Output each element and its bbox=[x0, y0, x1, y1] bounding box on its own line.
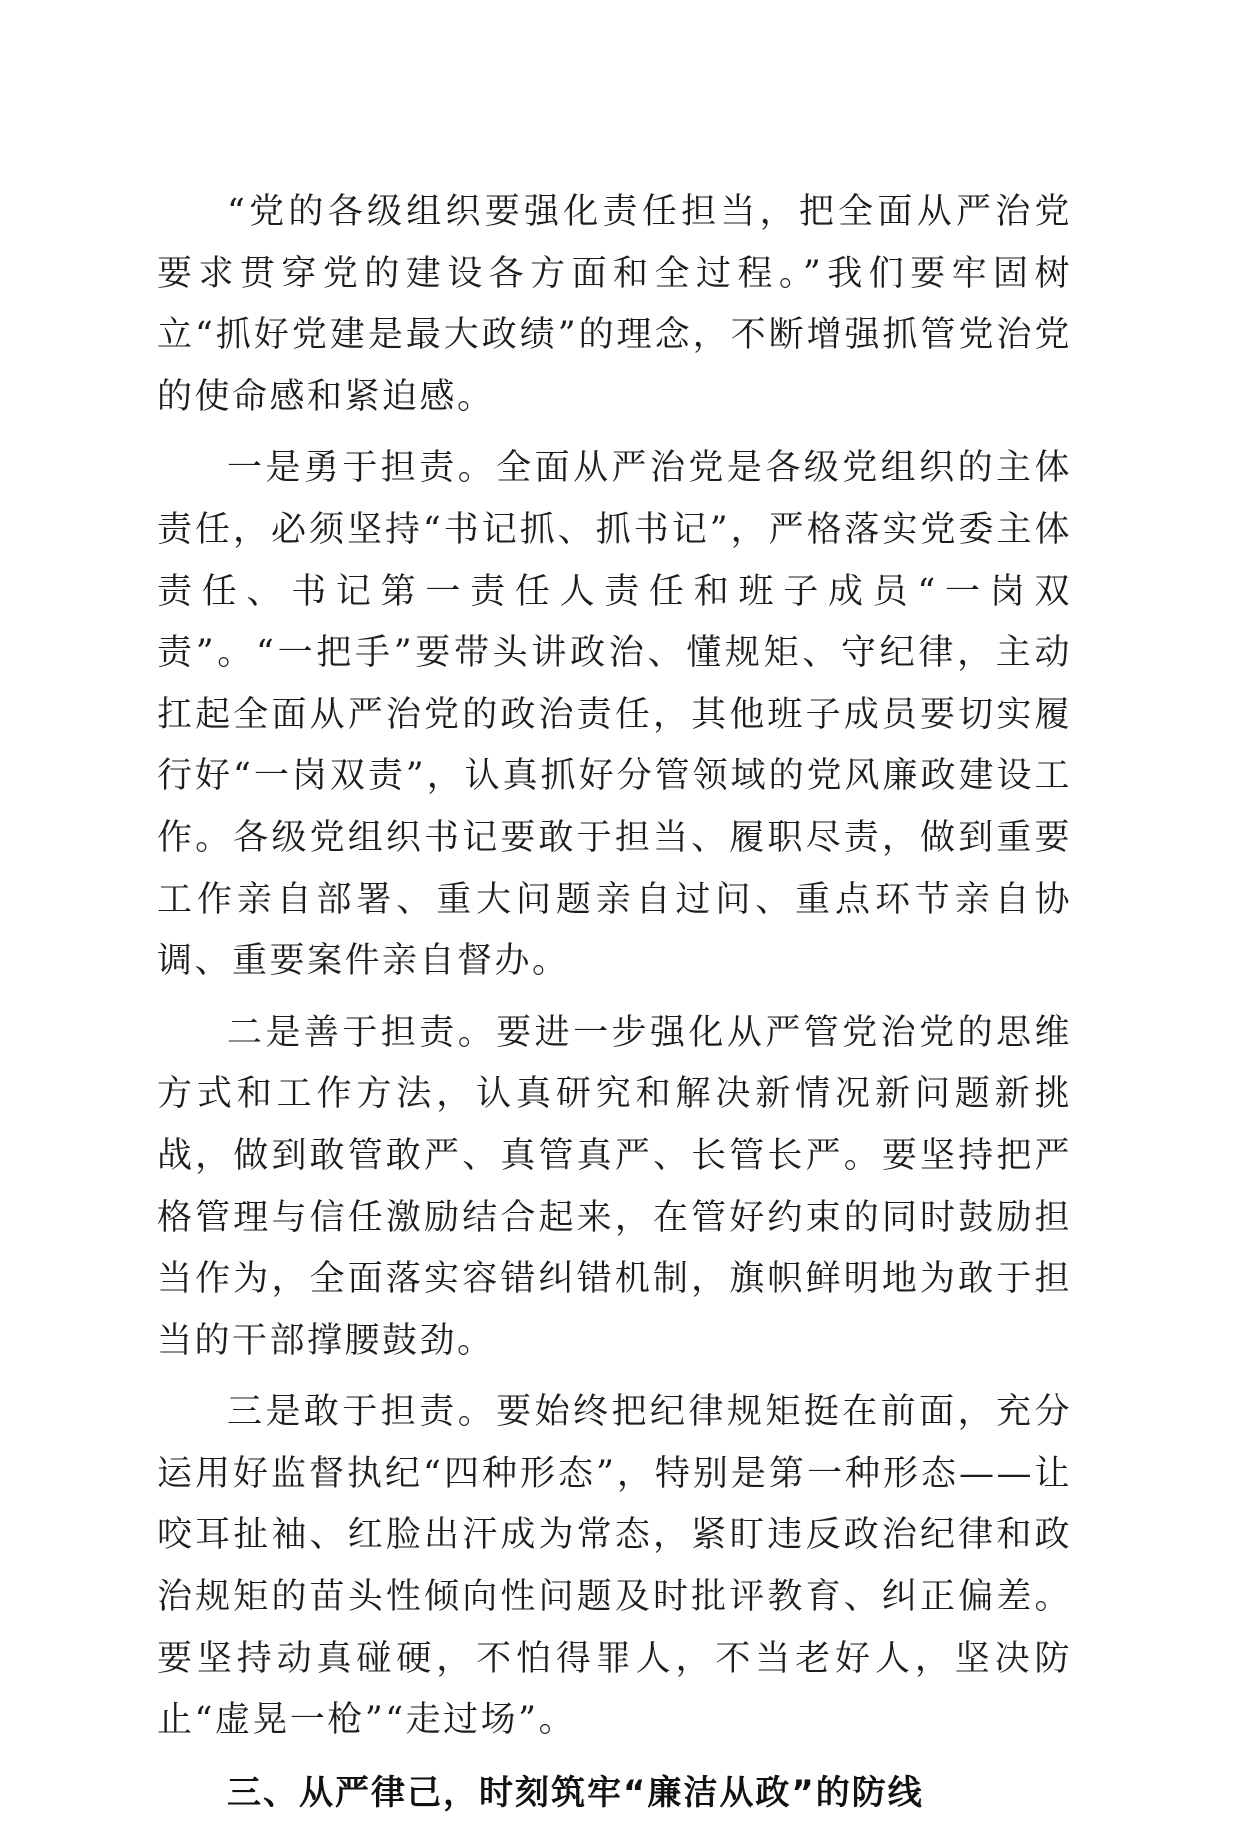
section-heading: 三、从严律己，时刻筑牢“廉洁从政”的防线 bbox=[227, 1772, 924, 1813]
paragraph-brave-responsibility: 一是勇于担责。全面从严治党是各级党组织的主体责任，必须坚持“书记抓、抓书记”，严格落实党委主体责任、书记第一责任人责任和班子成员“一岗双责”。“一把手”要带头讲政治、懂规矩、守纪律，主动扛起全面从严治党的政治责任，其他班子成员要切实履行好“一岗双责”，认真抓好分管领域的党风廉政建设工作。各级党组织书记要敢于担当、履职尽责，做到重要工作亲自部署、重大问题亲自过问、重点环节亲自协调、重要案件亲自督办。 bbox=[157, 448, 1072, 982]
paragraph-good-responsibility: 二是善于担责。要进一步强化从严管党治党的思维方式和工作方法，认真研究和解决新情况新问题新挑战，做到敢管敢严、真管真严、长管长严。要坚持把严格管理与信任激励结合起来，在管好约束的同时鼓励担当作为，全面落实容错纠错机制，旗帜鲜明地为敢于担当的干部撑腰鼓劲。 bbox=[157, 1012, 1072, 1361]
paragraph-dare-responsibility: 三是敢于担责。要始终把纪律规矩挺在前面，充分运用好监督执纪“四种形态”，特别是第一种形态——让咬耳扯袖、红脸出汗成为常态，紧盯违反政治纪律和政治规矩的苗头性倾向性问题及时批评教育、纠正偏差。要坚持动真碰硬，不怕得罪人，不当老好人，坚决防止“虚晃一枪”“走过场”。 bbox=[157, 1392, 1072, 1741]
document-body bbox=[157, 182, 1072, 1824]
paragraph-party-responsibility: “党的各级组织要强化责任担当，把全面从严治党要求贯穿党的建设各方面和全过程。”我们要牢固树立“抓好党建是最大政绩”的理念，不断增强抓管党治党的使命感和紧迫感。 bbox=[157, 192, 1072, 417]
